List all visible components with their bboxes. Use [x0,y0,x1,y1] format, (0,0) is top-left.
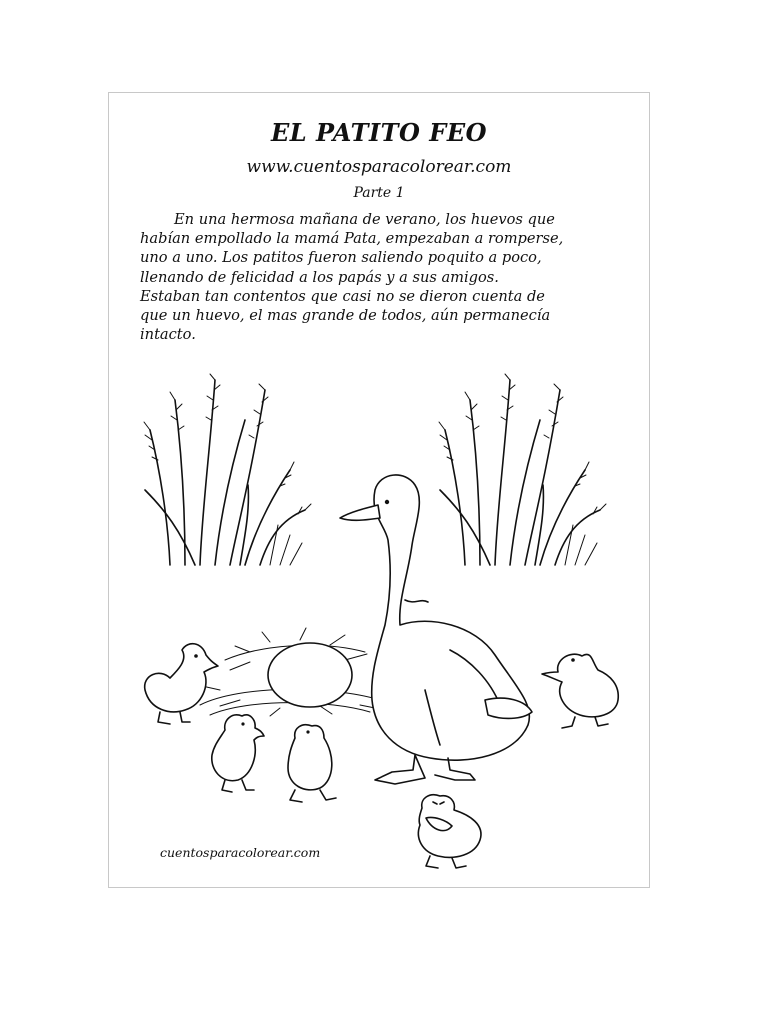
coloring-illustration [130,360,630,880]
story-text [140,210,640,344]
story-line: intacto. [140,326,196,344]
part-label: Parte 1 [353,185,405,201]
duckling-left-drawing [145,644,218,724]
story-line: llenando de felicidad a los papás y a sus amigos. [140,268,499,286]
story-line: habían empollado la mamá Pata, empezaban a romperse, [140,230,564,248]
footer-credit: cuentosparacolorear.com [160,845,321,860]
big-egg-drawing [268,643,352,707]
left-reeds-drawing [144,374,311,565]
story-line: En una hermosa mañana de verano, los huevos que [174,211,555,228]
duckling-front-left-drawing [212,715,264,792]
page-title: EL PATITO FEO [270,118,488,147]
duckling-right-drawing [542,654,618,728]
website-url: www.cuentosparacolorear.com [246,157,512,177]
right-reeds-drawing [439,374,606,565]
story-line: Estaban tan contentos que casi no se dieron cuenta de [140,287,545,305]
duckling-front-middle-drawing [288,725,336,802]
duckling-bottom-drawing [418,795,481,868]
story-line: uno a uno. Los patitos fueron saliendo poquito a poco, [140,249,542,267]
mother-duck-drawing [340,475,532,784]
story-line: que un huevo, el mas grande de todos, aún permanecía [140,307,551,325]
